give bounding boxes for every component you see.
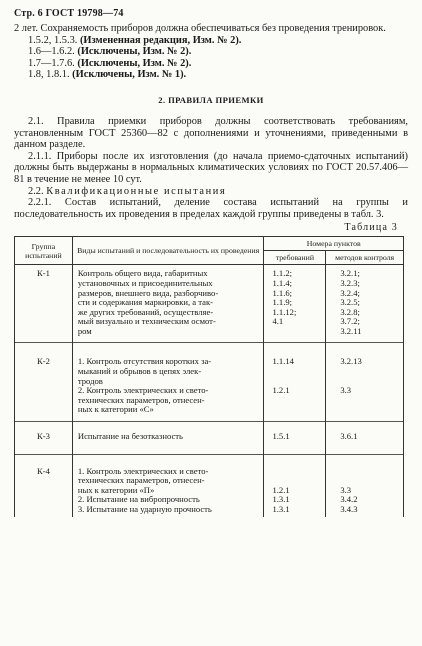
meth-number: 3.4.2 xyxy=(340,494,358,505)
req-cell xyxy=(264,454,326,516)
amendment-note: (Исключены, Изм. № 2). xyxy=(77,46,192,58)
tests-table xyxy=(14,236,404,516)
kind-line: размеров, внешнего вида, разборчиво- xyxy=(77,287,219,298)
meth-number: 3.2.8; xyxy=(340,306,360,317)
paragraph-shelf-life: 2 лет. Сохраняемость приборов должна обеспечиваться без проведения тренировок. xyxy=(14,23,386,34)
header-kind: Виды испытаний и последовательность их проведения xyxy=(72,237,264,265)
kind-line: Испытание на безотказность xyxy=(77,431,183,442)
req-number: 4.1 xyxy=(272,316,284,327)
req-number: 1.1.12; xyxy=(272,306,297,317)
meth-number: 3.2.1; xyxy=(340,268,360,279)
kind-line: 1. Контроль отсутствия коротких за- xyxy=(77,356,212,367)
table-row xyxy=(15,454,404,516)
table-row xyxy=(15,422,404,455)
meth-number xyxy=(340,467,400,477)
table-caption: Таблица 3 xyxy=(344,222,398,234)
req-number: 1.1.9; xyxy=(272,297,293,308)
kind-line: установочных и присоединительных xyxy=(77,277,213,288)
kind-line: 2. Контроль электрических и свето- xyxy=(77,385,209,396)
kind-line: Контроль общего вида, габаритных xyxy=(77,268,208,279)
meth-number: 3.7.2; xyxy=(340,316,360,327)
meth-number: 3.3 xyxy=(340,484,352,495)
amendment-note: (Исключены, Изм. № 2). xyxy=(77,57,192,69)
kind-line: ных к категории «П» xyxy=(77,484,155,495)
meth-number: 3.2.13 xyxy=(340,356,362,367)
clause-ref: 1.8, 1.8.1. xyxy=(28,69,70,81)
kind-line: 3. Испытание на ударную прочность xyxy=(77,504,212,514)
kind-line: 1. Контроль электрических и свето- xyxy=(77,465,209,476)
meth-number: 3.2.11 xyxy=(340,325,362,336)
kind-line: технических параметров, отнесен- xyxy=(77,475,205,486)
clause-title: Квалификационные испытания xyxy=(46,185,227,197)
header-req: требований xyxy=(264,251,326,265)
kind-line: сти и содержания маркировки, а так- xyxy=(77,297,213,308)
kind-cell xyxy=(72,343,264,422)
kind-line: ром xyxy=(77,325,92,336)
kind-line: мый визуально и техническим осмот- xyxy=(77,316,216,327)
req-cell xyxy=(264,422,326,455)
req-number: 1.1.2; xyxy=(272,268,293,279)
paragraph-2-1-1: 2.1.1. Приборы после их изготовления (до начала приемо-сдаточных испытаний) должны быть выдержаны в нормальных климатических условиях по ГОСТ 20.57.406—81 в течение не менее 10 сут. xyxy=(14,150,408,185)
table-body xyxy=(15,265,404,517)
req-number: 1.2.1 xyxy=(272,484,290,495)
req-number: 1.5.1 xyxy=(272,431,290,442)
group-cell: К-4 xyxy=(15,454,73,516)
paragraph-2-1: 2.1. Правила приемки приборов должны соответствовать требованиям, установленным ГОСТ 25360—82 с дополнениями и уточнениями, приведенными в данном разделе. xyxy=(14,115,408,151)
table-row xyxy=(15,265,404,343)
req-number xyxy=(272,367,322,377)
kind-line: мыканий и обрывов в цепях элек- xyxy=(77,366,202,377)
clause-ref: 1.5.2, 1.5.3. xyxy=(28,34,78,46)
req-number: 1.1.4; xyxy=(272,277,293,288)
kind-line: ных к категории «С» xyxy=(77,404,154,415)
page-header: Стр. 6 ГОСТ 19798—74 xyxy=(14,8,124,19)
paragraph-2-2-1: 2.2.1. Состав испытаний, деление состава испытаний на группы и последовательность их проведения в пределах каждой группы приведены в табл. 3. xyxy=(14,197,408,220)
clause-ref: 1.7—1.7.6. xyxy=(28,57,75,69)
kind-line: 2. Испытание на вибропрочность xyxy=(77,494,200,505)
meth-number: 3.3 xyxy=(340,385,352,396)
group-cell: К-1 xyxy=(15,265,73,343)
meth-cell xyxy=(326,454,404,516)
meth-cell xyxy=(326,343,404,422)
req-cell xyxy=(264,265,326,343)
amendment-line-3 xyxy=(14,58,408,70)
amendment-note: (Измененная редакция, Изм. № 2). xyxy=(79,34,242,46)
header-group: Группа испытаний xyxy=(15,237,73,265)
group-cell: К-3 xyxy=(15,422,73,455)
amendment-line-4 xyxy=(14,69,408,81)
meth-cell xyxy=(326,265,404,343)
req-number: 1.1.14 xyxy=(272,356,294,367)
meth-number xyxy=(340,367,400,377)
section-title: 2. ПРАВИЛА ПРИЕМКИ xyxy=(158,94,264,105)
req-cell xyxy=(264,343,326,422)
kind-line: же других требований, осуществляе- xyxy=(77,306,214,317)
req-number: 1.3.1 xyxy=(272,504,290,514)
header-points: Номера пунктов xyxy=(264,237,404,251)
table-row xyxy=(15,343,404,422)
amendment-note: (Исключены, Изм. № 1). xyxy=(72,69,187,81)
paragraph-2-2 xyxy=(14,186,408,198)
amendment-line-1 xyxy=(14,35,408,47)
meth-number: 3.6.1 xyxy=(340,431,358,442)
req-number: 1.3.1 xyxy=(272,494,290,505)
req-number: 1.2.1 xyxy=(272,385,290,396)
req-number xyxy=(272,467,322,477)
clause-number: 2.2. xyxy=(28,185,44,197)
clause-ref: 1.6—1.6.2. xyxy=(28,46,75,58)
meth-number: 3.4.3 xyxy=(340,504,358,514)
req-number: 1.1.6; xyxy=(272,287,293,298)
meth-number: 3.2.5; xyxy=(340,297,360,308)
kind-line: тродов xyxy=(77,375,103,386)
amendment-line-2 xyxy=(14,46,408,58)
header-meth: методов контроля xyxy=(326,251,404,265)
meth-cell xyxy=(326,422,404,455)
kind-cell xyxy=(72,422,264,455)
meth-number: 3.2.3; xyxy=(340,277,360,288)
kind-cell xyxy=(72,265,264,343)
group-cell: К-2 xyxy=(15,343,73,422)
kind-cell xyxy=(72,454,264,516)
meth-number: 3.2.4; xyxy=(340,287,360,298)
kind-line: технических параметров, отнесен- xyxy=(77,394,205,405)
